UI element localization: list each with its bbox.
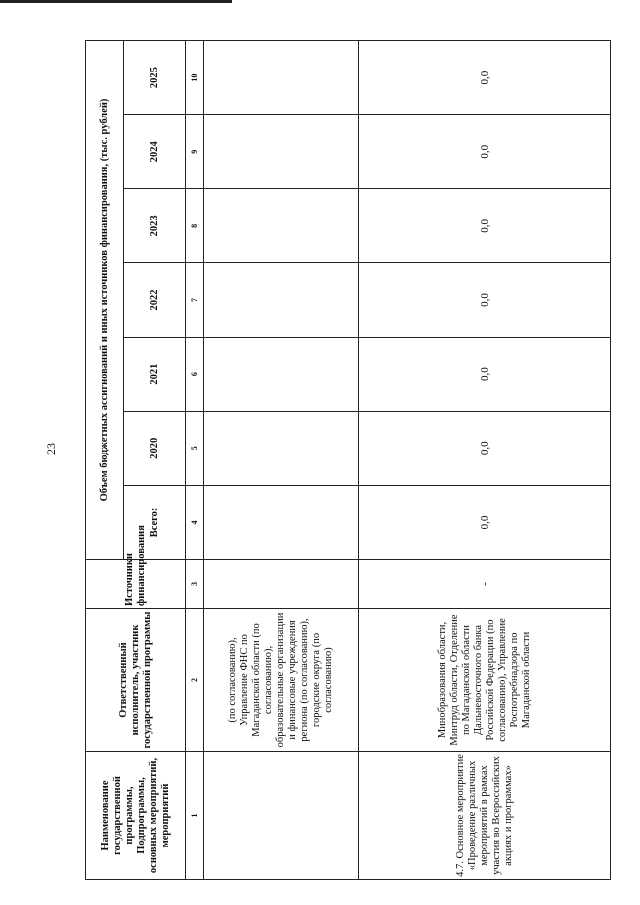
row-value-2020: 0,0 [359, 411, 611, 485]
row-value-2020 [204, 411, 359, 485]
header-year-2024: 2024 [124, 115, 186, 189]
row-value-2022: 0,0 [359, 263, 611, 337]
column-number: 6 [186, 337, 204, 411]
column-number: 9 [186, 115, 204, 189]
header-year-2023: 2023 [124, 189, 186, 263]
row-value-total [204, 485, 359, 559]
row-executor: (по согласованию), Управление ФНС по Магаданской области (по согласованию), образовательные организации и финансовые учреждения региона (по согласованию), городские округа (по согласованию) [204, 609, 359, 752]
column-number: 8 [186, 189, 204, 263]
column-number: 7 [186, 263, 204, 337]
rotated-table-wrapper [85, 40, 610, 880]
header-funding-source: Источники финансирования [86, 560, 186, 609]
funding-table [85, 40, 611, 880]
column-number: 4 [186, 485, 204, 559]
row-value-2023 [204, 189, 359, 263]
header-total: Всего: [124, 485, 186, 559]
row-name: 4.7. Основное мероприятие «Проведение различных мероприятий в рамках участия во Всероссийских акциях и программах» [359, 752, 611, 880]
column-number: 10 [186, 41, 204, 115]
row-value-2025: 0,0 [359, 41, 611, 115]
row-name [204, 752, 359, 880]
row-value-2021 [204, 337, 359, 411]
row-value-2023: 0,0 [359, 189, 611, 263]
header-year-2022: 2022 [124, 263, 186, 337]
row-value-2021: 0,0 [359, 337, 611, 411]
row-executor: Минобразования области, Минтруд области, Отделение по Магаданской области Дальневосточного банка Российской Федерации (по согласованию), Управление Роспотребнадзора по Магаданской области [359, 609, 611, 752]
row-source: - [359, 560, 611, 609]
header-year-2021: 2021 [124, 337, 186, 411]
header-year-2025: 2025 [124, 41, 186, 115]
column-number: 5 [186, 411, 204, 485]
row-value-2024: 0,0 [359, 115, 611, 189]
row-value-total: 0,0 [359, 485, 611, 559]
header-year-2020: 2020 [124, 411, 186, 485]
row-value-2024 [204, 115, 359, 189]
scan-edge-line [0, 0, 232, 3]
column-number: 2 [186, 609, 204, 752]
row-value-2025 [204, 41, 359, 115]
header-program-name: Наименование государственной программы, Подпрограммы, основных мероприятий, мероприятий [86, 752, 186, 880]
column-number: 3 [186, 560, 204, 609]
row-source [204, 560, 359, 609]
column-number: 1 [186, 752, 204, 880]
row-value-2022 [204, 263, 359, 337]
header-executor: Ответственный исполнитель, участник государственной программы [86, 609, 186, 752]
header-funding-group: Объем бюджетных ассигнований и иных источников финансирования, (тыс. рублей) [86, 41, 124, 560]
page-number: 23 [44, 443, 58, 455]
